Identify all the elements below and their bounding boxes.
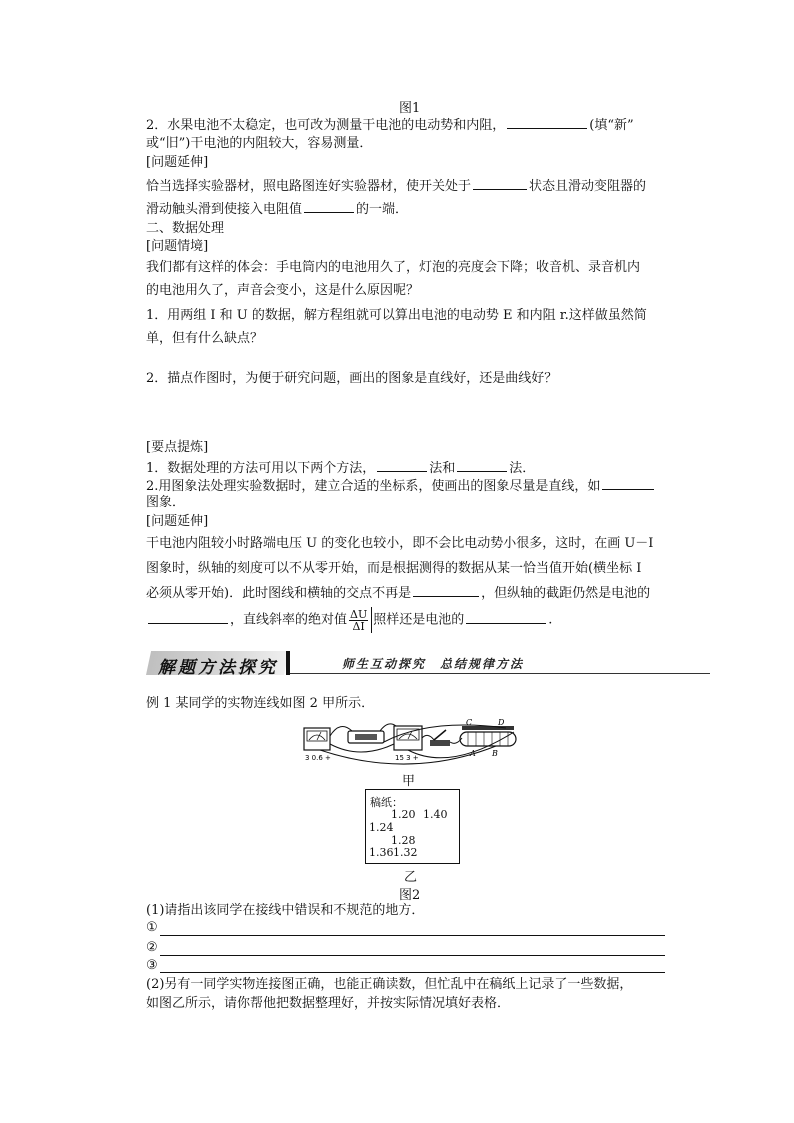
part1-prompt: (1)请指出该同学在接线中错误和不规范的地方． (146, 903, 425, 918)
extend1-text-a: 恰当选择实验器材，照电路图连好实验器材，使开关处于 (146, 179, 472, 194)
banner-rule (290, 673, 710, 674)
answer-blank[interactable] (413, 584, 479, 597)
part2-line2: 如图乙所示，请你帮他把数据整理好，并按实际情况填好表格． (146, 996, 511, 1011)
answer-line-2[interactable] (160, 955, 665, 956)
extend1-line1 (146, 177, 646, 195)
scratch-title: 稿纸： (370, 796, 403, 809)
q2-text-b: (填“新” (589, 118, 634, 133)
circuit-diagram (300, 716, 522, 768)
banner-separator (286, 651, 290, 675)
answer-blank[interactable] (148, 611, 228, 624)
situation-line2: 的电池用久了，声音会变小，这是什么原因呢？ (146, 283, 420, 298)
question-2-line2: 或“旧”)干电池的内阻较大，容易测量． (146, 136, 373, 151)
answer-blank[interactable] (507, 116, 587, 129)
extend2-text-c: ，直线斜率的绝对值 (230, 612, 348, 628)
question-2-line1 (146, 116, 634, 134)
scratch-value: 1.40 (423, 808, 448, 821)
extend2-line3 (146, 584, 650, 602)
ammeter (304, 728, 330, 750)
figure-label-a: 甲 (402, 774, 416, 789)
answer-marker-2: ② (146, 940, 158, 955)
keypoints-text-b: 法和 (429, 461, 456, 476)
extend2-text-e: . (548, 612, 553, 628)
answer-line-3[interactable] (160, 972, 665, 973)
ammeter-marks: 3 0.6 + (305, 754, 331, 762)
scratch-value: 1.32 (393, 846, 418, 859)
keypoints-text-c: 法． (509, 461, 536, 476)
situation-label: [问题情境] (146, 239, 209, 254)
figure2-caption: 图2 (399, 888, 421, 903)
keypoints-label: [要点提炼] (146, 440, 209, 455)
voltmeter-marks: 15 3 + (395, 754, 419, 762)
answer-marker-3: ③ (146, 958, 158, 973)
scratch-value: 1.24 (369, 821, 394, 834)
keypoints-text-a: 1．数据处理的方法可用以下两个方法， (146, 461, 376, 476)
scratch-value: 1.20 (391, 808, 416, 821)
example1-intro: 例 1 某同学的实物连线如图 2 甲所示． (146, 696, 375, 711)
banner-title: 解题方法探究 (158, 658, 278, 678)
keypoints-line2 (146, 477, 656, 495)
answer-blank[interactable] (602, 477, 654, 490)
fraction-numerator: ΔU (350, 607, 368, 621)
extend-label-1: [问题延伸] (146, 155, 209, 170)
situation-line1: 我们都有这样的体会：手电筒内的电池用久了，灯泡的亮度会下降；收音机、录音机内 (146, 260, 641, 275)
q1-line2: 单，但有什么缺点？ (146, 331, 264, 346)
extend1-text-b: 状态且滑动变阻器的 (529, 179, 647, 194)
part2-line1: (2)另有一同学实物连接图正确，也能正确读数，但忙乱中在稿纸上记录了一些数据， (146, 977, 633, 992)
q2-plot-line: 2．描点作图时，为便于研究问题，画出的图象是直线好，还是曲线好？ (146, 371, 558, 386)
keypoints-text-d: 2.用图象法处理实验数据时，建立合适的坐标系，使画出的图象尽量是直线，如 (146, 479, 601, 494)
rheostat-label-c: C (466, 718, 473, 727)
keypoints-line1 (146, 459, 535, 477)
answer-marker-1: ① (146, 920, 158, 935)
keypoints-line3: 图象． (146, 495, 186, 510)
extend-label-2: [问题延伸] (146, 514, 209, 529)
extend1-line2 (146, 200, 408, 218)
answer-blank[interactable] (473, 177, 527, 190)
extend1-text-d: 的一端． (356, 202, 409, 217)
q1-line1: 1．用两组 I 和 U 的数据，解方程组就可以算出电池的电动势 E 和内阻 r.这样做虽然简 (146, 308, 647, 323)
battery (348, 731, 384, 743)
scratch-paper (365, 789, 460, 864)
answer-line-1[interactable] (160, 935, 665, 936)
extend2-line2: 图象时，纵轴的刻度可以不从零开始，而是根据测得的数据从某一恰当值开始(横坐标 I (146, 561, 642, 576)
switch (430, 730, 450, 746)
extend1-text-c: 滑动触头滑到使接入电阻值 (146, 202, 303, 217)
extend2-line1: 干电池内阻较小时路端电压 U 的变化也较小，即不会比电动势小很多，这时，在画 U－I (146, 536, 654, 551)
section-banner (146, 651, 710, 677)
q2-text-a: 2．水果电池不太稳定，也可改为测量干电池的电动势和内阻， (146, 118, 506, 133)
extend2-line4 (146, 607, 552, 633)
extend2-text-b: ，但纵轴的截距仍然是电池的 (481, 586, 651, 601)
extend2-text-a: 必须从零开始)．此时图线和横轴的交点不再是 (146, 586, 412, 601)
fraction-denominator: ΔI (352, 619, 365, 633)
rheostat-label-d: D (498, 718, 505, 727)
slope-fraction (349, 609, 368, 632)
answer-blank[interactable] (377, 459, 427, 472)
banner-subtitle: 师生互动探究 总结规律方法 (342, 657, 525, 671)
extend2-text-d: 照样还是电池的 (373, 612, 465, 628)
figure-label-b: 乙 (404, 870, 418, 885)
answer-blank[interactable] (466, 611, 546, 624)
answer-blank[interactable] (457, 459, 507, 472)
figure1-caption: 图1 (399, 101, 421, 116)
rheostat-label-b: B (492, 749, 498, 758)
scratch-value: 1.36 (369, 846, 394, 859)
scratch-value: 1.28 (391, 834, 416, 847)
section-heading: 二、数据处理 (146, 221, 225, 236)
answer-blank[interactable] (304, 200, 354, 213)
rheostat-label-a: A (470, 749, 476, 758)
